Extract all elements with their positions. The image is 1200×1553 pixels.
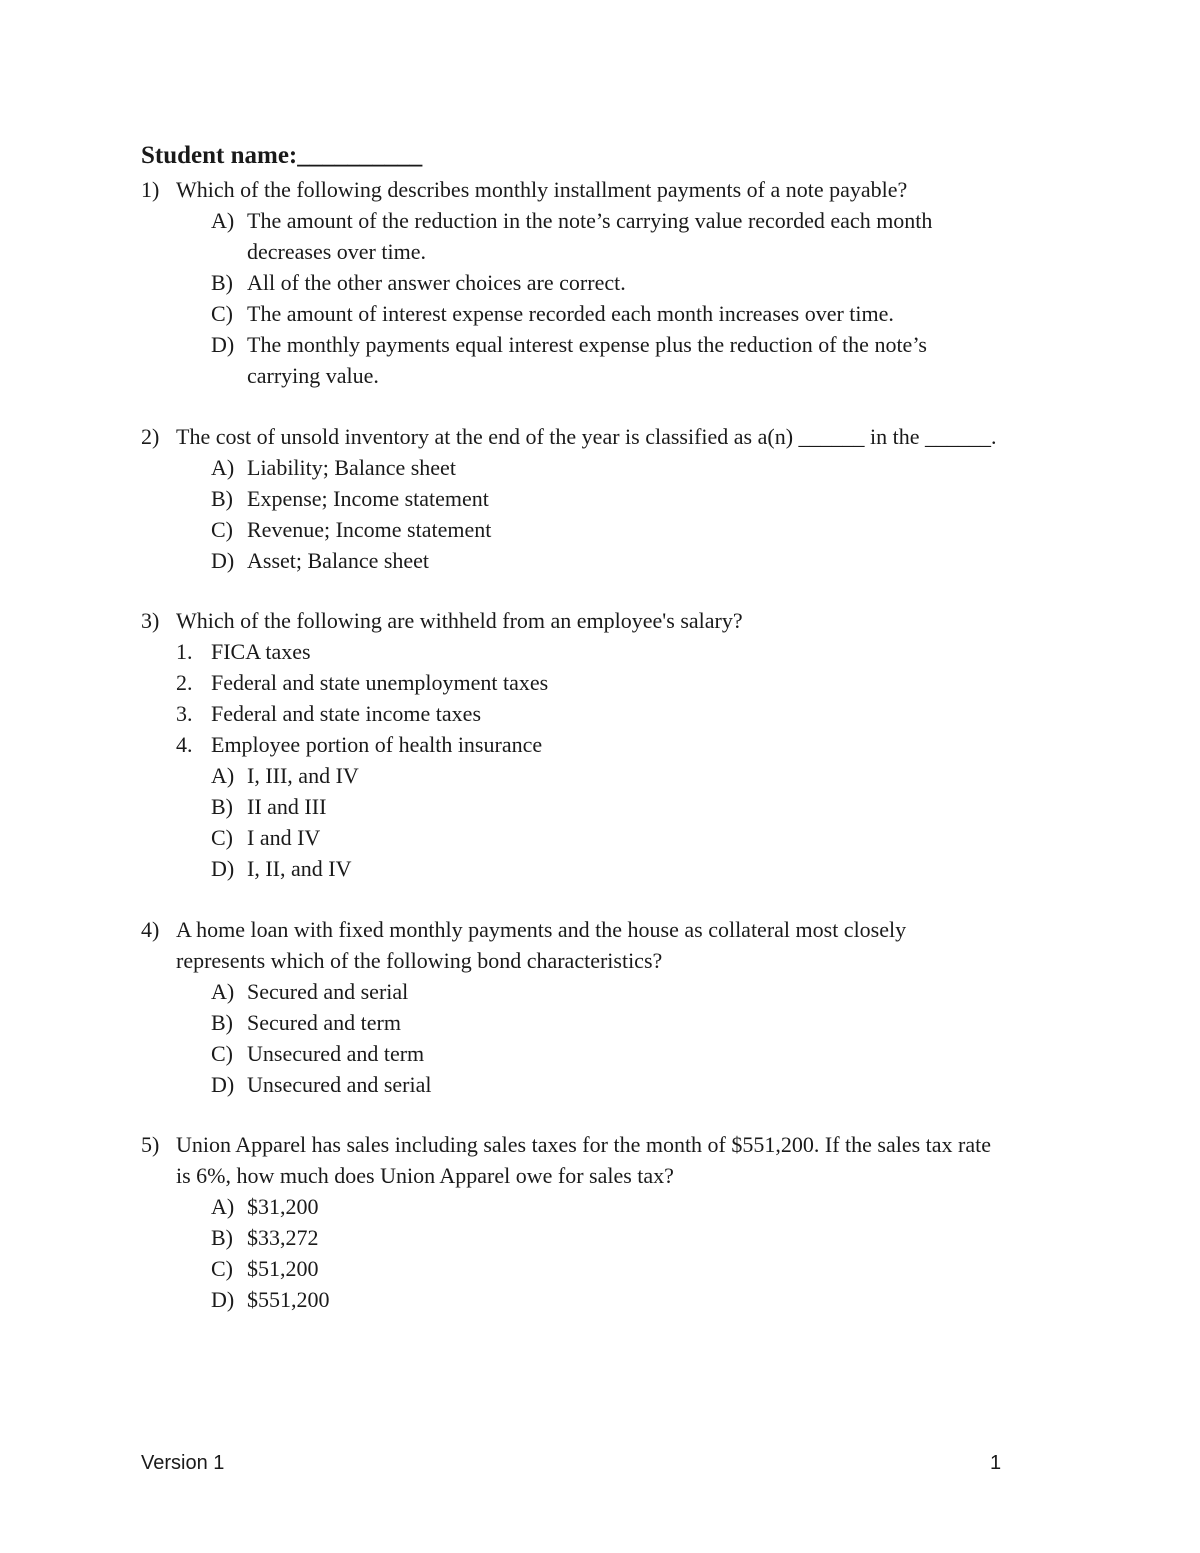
footer-page-number: 1 [990,1452,1002,1474]
question-3-option-d-text: I, II, and IV [247,856,352,881]
question-4-option-d-letter: D) [211,1072,235,1097]
question-2-number: 2) [141,424,160,449]
question-4-text: A home loan with fixed monthly payments and the house as collateral most closely [176,917,907,942]
student-name-label: Student name:__________ [141,142,423,169]
question-2-option-c-text: Revenue; Income statement [247,517,492,542]
question-2-option-d-text: Asset; Balance sheet [247,548,430,573]
question-2-option-a-letter: A) [211,455,235,480]
question-3-item-3-number: 3. [176,701,193,726]
question-2-text: The cost of unsold inventory at the end of the year is classified as a(n) ______ in the ______. [176,424,997,449]
question-2-option-c-letter: C) [211,517,233,542]
question-5-option-c-text: $51,200 [247,1256,319,1281]
question-4-option-b-letter: B) [211,1010,233,1035]
question-5-option-b-text: $33,272 [247,1225,319,1250]
question-3-option-d-letter: D) [211,856,235,881]
question-5-option-c-letter: C) [211,1256,233,1281]
question-1-option-d-letter: D) [211,332,235,357]
question-1-option-b-letter: B) [211,270,233,295]
question-4-number: 4) [141,917,160,942]
question-4-option-b-text: Secured and term [247,1010,401,1035]
question-1-option-c-letter: C) [211,301,233,326]
question-1-option-b-text: All of the other answer choices are correct. [247,270,626,295]
question-4-option-a-letter: A) [211,979,235,1004]
question-4-option-a-text: Secured and serial [247,979,409,1004]
question-3-option-c-text: I and IV [247,825,321,850]
question-5-option-d-text: $551,200 [247,1287,330,1312]
question-1-option-d-text-continued: carrying value. [247,363,379,388]
question-3-item-3-text: Federal and state income taxes [211,701,482,726]
question-5-option-b-letter: B) [211,1225,233,1250]
question-5-option-a-letter: A) [211,1194,235,1219]
question-5-option-a-text: $31,200 [247,1194,319,1219]
question-4-option-c-letter: C) [211,1041,233,1066]
question-1-option-a-text: The amount of the reduction in the note’s carrying value recorded each month [247,208,933,233]
question-1-option-d-text: The monthly payments equal interest expense plus the reduction of the note’s [247,332,927,357]
question-1-option-c-text: The amount of interest expense recorded each month increases over time. [247,301,894,326]
question-2-option-b-letter: B) [211,486,233,511]
question-3-option-a-letter: A) [211,763,235,788]
footer-version: Version 1 [141,1452,225,1474]
question-3-number: 3) [141,608,160,633]
question-5-text-continued: is 6%, how much does Union Apparel owe for sales tax? [176,1163,674,1188]
question-3-option-c-letter: C) [211,825,233,850]
question-2-option-d-letter: D) [211,548,235,573]
question-1-number: 1) [141,177,160,202]
question-5-text: Union Apparel has sales including sales taxes for the month of $551,200. If the sales tax rate [176,1132,992,1157]
question-3-item-2-text: Federal and state unemployment taxes [211,670,549,695]
question-3-option-b-text: II and III [247,794,327,819]
question-2-option-b-text: Expense; Income statement [247,486,489,511]
question-4-option-c-text: Unsecured and term [247,1041,425,1066]
question-3-text: Which of the following are withheld from an employee's salary? [176,608,743,633]
question-5-number: 5) [141,1132,160,1157]
question-2-option-a-text: Liability; Balance sheet [247,455,456,480]
question-1-option-a-text-continued: decreases over time. [247,239,426,264]
question-1-option-a-letter: A) [211,208,235,233]
question-3-item-1-text: FICA taxes [211,639,311,664]
question-4-text-continued: represents which of the following bond characteristics? [176,948,663,973]
question-5-option-d-letter: D) [211,1287,235,1312]
question-4-option-d-text: Unsecured and serial [247,1072,432,1097]
question-3-item-2-number: 2. [176,670,193,695]
question-3-option-b-letter: B) [211,794,233,819]
question-3-item-4-number: 4. [176,732,193,757]
question-3-item-4-text: Employee portion of health insurance [211,732,543,757]
question-3-option-a-text: I, III, and IV [247,763,359,788]
question-3-item-1-number: 1. [176,639,193,664]
question-1-text: Which of the following describes monthly installment payments of a note payable? [176,177,908,202]
